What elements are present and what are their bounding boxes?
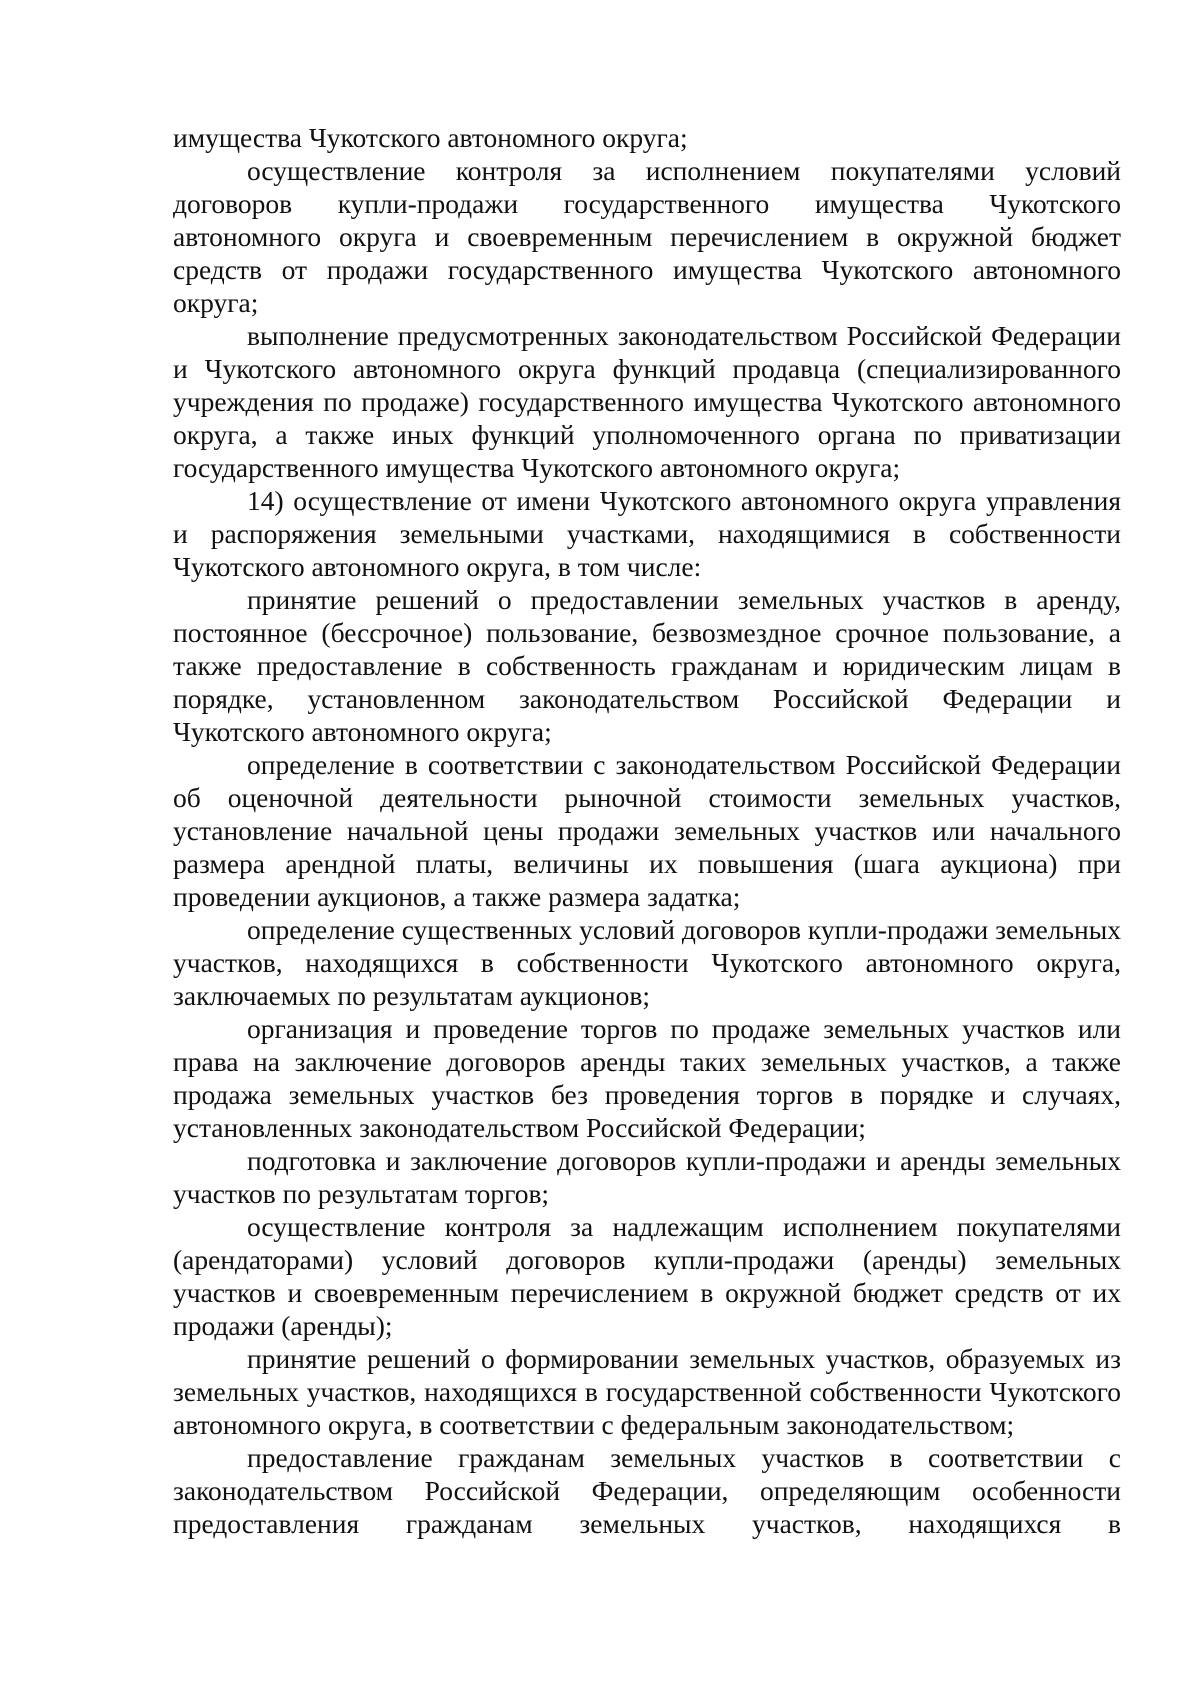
paragraph: принятие решений о формировании земельных участков, образуемых из земельных участков, находящихся в государственной собственности Чукотского автономного округа, в соответствии с федеральным законодательством; [173, 1343, 1121, 1440]
paragraph: подготовка и заключение договоров купли-продажи и аренды земельных участков по результатам торгов; [173, 1145, 1121, 1209]
paragraph: осуществление контроля за исполнением покупателями условий договоров купли-продажи государственного имущества Чукотского автономного округа и своевременным перечислением в окружной бюджет средств от продажи государственного имущества Чукотского автономного округа; [173, 155, 1121, 318]
paragraph: организация и проведение торгов по продаже земельных участков или права на заключение договоров аренды таких земельных участков, а также продажа земельных участков без проведения торгов в порядке и случаях, установленных законодательством Российской Федерации; [173, 1013, 1121, 1143]
paragraph: осуществление контроля за надлежащим исполнением покупателями (арендаторами) условий договоров купли-продажи (аренды) земельных участков и своевременным перечислением в окружной бюджет средств от их продажи (аренды); [173, 1211, 1121, 1341]
paragraph: имущества Чукотского автономного округа; [173, 122, 688, 153]
paragraph: принятие решений о предоставлении земельных участков в аренду, постоянное (бессрочное) пользование, безвозмездное срочное пользование, а также предоставление в собственность гражданам и юридическим лицам в порядке, установленном законодательством Российской Федерации и Чукотского автономного округа; [173, 584, 1121, 747]
document-page [173, 121, 1121, 1540]
paragraph: выполнение предусмотренных законодательством Российской Федерации и Чукотского автономного округа функций продавца (специализированного учреждения по продаже) государственного имущества Чукотского автономного округа, а также иных функций уполномоченного органа по приватизации государственного имущества Чукотского автономного округа; [173, 320, 1121, 483]
paragraph: определение в соответствии с законодательством Российской Федерации об оценочной деятельности рыночной стоимости земельных участков, установление начальной цены продажи земельных участков или начального размера арендной платы, величины их повышения (шага аукциона) при проведении аукционов, а также размера задатка; [173, 749, 1121, 912]
paragraph: предоставление гражданам земельных участков в соответствии с законодательством Российской Федерации, определяющим особенности предоставления гражданам земельных участков, находящихся в [173, 1442, 1121, 1539]
paragraph: определение существенных условий договоров купли-продажи земельных участков, находящихся в собственности Чукотского автономного округа, заключаемых по результатам аукционов; [173, 914, 1121, 1011]
paragraph: 14) осуществление от имени Чукотского автономного округа управления и распоряжения земельными участками, находящимися в собственности Чукотского автономного округа, в том числе: [173, 485, 1121, 582]
